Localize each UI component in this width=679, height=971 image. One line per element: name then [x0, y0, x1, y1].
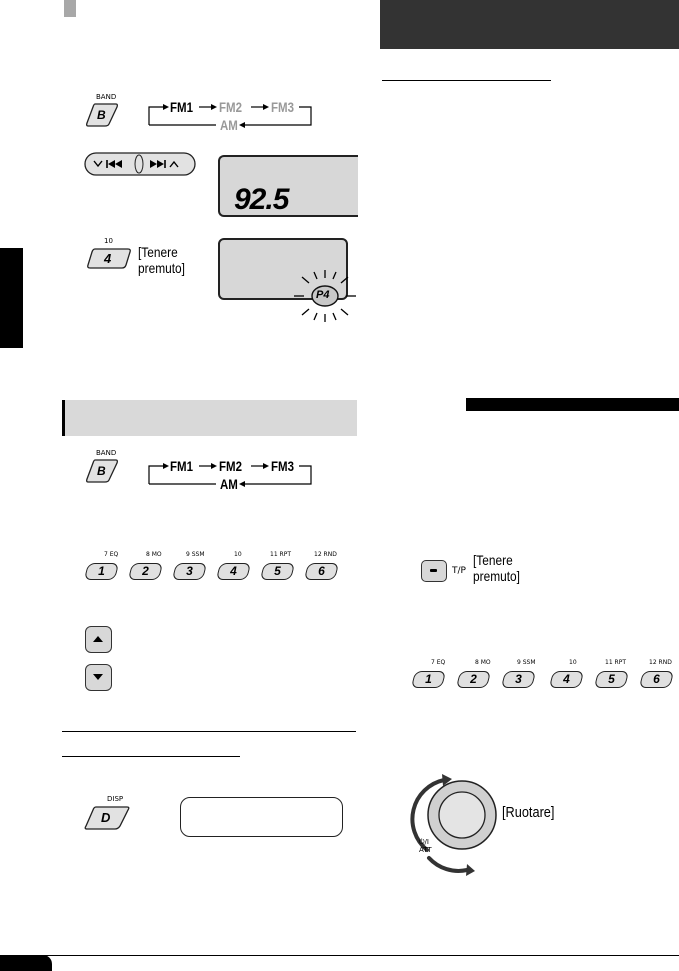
left-bottom-rule-1 — [62, 731, 356, 732]
rnumkey-label-3: 9 SSM — [517, 659, 536, 666]
flow-fm2: FM2 — [219, 99, 242, 115]
top-left-grey-square — [64, 0, 76, 17]
triangle-down-icon — [86, 665, 110, 689]
rpreset-button-4[interactable] — [549, 671, 584, 688]
numkey-label-3: 9 SSM — [186, 551, 205, 558]
preset-button-5[interactable] — [260, 563, 295, 580]
disp-button[interactable] — [84, 806, 130, 830]
preset-key-6: 6 — [318, 564, 325, 578]
band-button-2-key: B — [97, 464, 106, 478]
preset-button-2[interactable] — [128, 563, 163, 580]
power-label: ⏻/I — [419, 838, 429, 846]
hold-right-line-1: [Tenere — [473, 552, 513, 568]
rpreset-key-3: 3 — [515, 672, 522, 686]
tp-label: T/P — [452, 566, 466, 576]
tp-button-dash — [430, 569, 437, 572]
rpreset-key-5: 5 — [608, 672, 615, 686]
hold-right-line-2: premuto] — [473, 568, 520, 584]
band-button-key: B — [97, 108, 106, 122]
rnumkey-label-4: 10 — [569, 659, 577, 666]
flow2-am: AM — [220, 476, 238, 492]
section-header-grey — [62, 400, 357, 436]
numkey-label-2: 8 MO — [146, 551, 162, 558]
left-bottom-rule-2 — [62, 756, 240, 757]
rotate-instruction: [Ruotare] — [502, 804, 555, 821]
hold-instruction-left — [138, 244, 185, 276]
rnumkey-label-5: 11 RPT — [605, 659, 626, 666]
hold-line-2: premuto] — [138, 260, 185, 276]
footer-rule — [0, 955, 679, 956]
rnumkey-label-2: 8 MO — [475, 659, 491, 666]
band-label-2: BAND — [96, 449, 117, 457]
rpreset-key-6: 6 — [653, 672, 660, 686]
right-header-bar — [380, 0, 679, 49]
seek-rocker-button[interactable] — [84, 152, 196, 176]
preset-button-3[interactable] — [172, 563, 207, 580]
rpreset-button-6[interactable] — [639, 671, 674, 688]
rotate-arc-icon — [409, 770, 509, 880]
att-label: ATT — [419, 846, 432, 854]
lcd-frequency-value: 92.5 — [234, 183, 289, 216]
empty-display-panel — [180, 797, 343, 837]
preset-4-button[interactable] — [86, 248, 132, 269]
rpreset-button-1[interactable] — [411, 671, 446, 688]
number-keys-right — [409, 659, 679, 691]
preset-indicator-text: P4 — [316, 289, 330, 301]
preset-button-1[interactable] — [84, 563, 119, 580]
right-underline-rule — [382, 80, 551, 81]
rotate-arrows-icon — [409, 770, 509, 880]
rpreset-button-2[interactable] — [456, 671, 491, 688]
preset-button-4[interactable] — [216, 563, 251, 580]
preset-key-5: 5 — [274, 564, 281, 578]
band-flow-diagram — [145, 98, 315, 132]
lcd-display-frequency — [218, 155, 358, 217]
left-language-tab — [0, 248, 23, 348]
rpreset-button-5[interactable] — [594, 671, 629, 688]
numkey-label-6: 12 RND — [314, 551, 337, 558]
disp-button-key: D — [101, 810, 111, 825]
preset-key-4: 4 — [230, 564, 237, 578]
flow-fm1: FM1 — [170, 99, 193, 115]
triangle-up-icon — [86, 627, 110, 651]
key4-top-label: 10 — [104, 237, 113, 245]
preset-key-2: 2 — [142, 564, 149, 578]
band-flow-diagram-2 — [145, 457, 315, 491]
flow2-fm2: FM2 — [219, 458, 242, 474]
flow2-fm1: FM1 — [170, 458, 193, 474]
preset-button-6[interactable] — [304, 563, 339, 580]
preset-indicator-flash — [292, 268, 358, 324]
right-black-heading-bar — [466, 398, 679, 411]
hold-instruction-right — [473, 552, 520, 584]
flow-am: AM — [220, 117, 238, 133]
page-number-tab — [0, 955, 52, 971]
hold-line-1: [Tenere — [138, 244, 178, 260]
numkey-label-4: 10 — [234, 551, 242, 558]
band-button-2[interactable] — [85, 459, 118, 483]
band-label: BAND — [96, 93, 117, 101]
numkey-label-1: 7 EQ — [104, 551, 119, 558]
numkey-label-5: 11 RPT — [270, 551, 291, 558]
rpreset-button-3[interactable] — [501, 671, 536, 688]
rnumkey-label-6: 12 RND — [649, 659, 672, 666]
preset-4-key: 4 — [104, 251, 112, 266]
flow-fm3: FM3 — [271, 99, 294, 115]
tp-button[interactable] — [421, 560, 447, 582]
rpreset-key-2: 2 — [470, 672, 477, 686]
up-button[interactable] — [85, 626, 112, 653]
disp-label: DISP — [107, 795, 124, 803]
rpreset-key-1: 1 — [425, 672, 432, 686]
flow2-fm3: FM3 — [271, 458, 294, 474]
preset-key-1: 1 — [98, 564, 105, 578]
rnumkey-label-1: 7 EQ — [431, 659, 446, 666]
seek-rocker-shape — [84, 152, 196, 176]
rpreset-key-4: 4 — [563, 672, 570, 686]
preset-key-3: 3 — [186, 564, 193, 578]
section-header-rule — [62, 400, 65, 436]
down-button[interactable] — [85, 664, 112, 691]
number-keys-left — [84, 551, 344, 583]
band-button[interactable] — [85, 103, 118, 127]
